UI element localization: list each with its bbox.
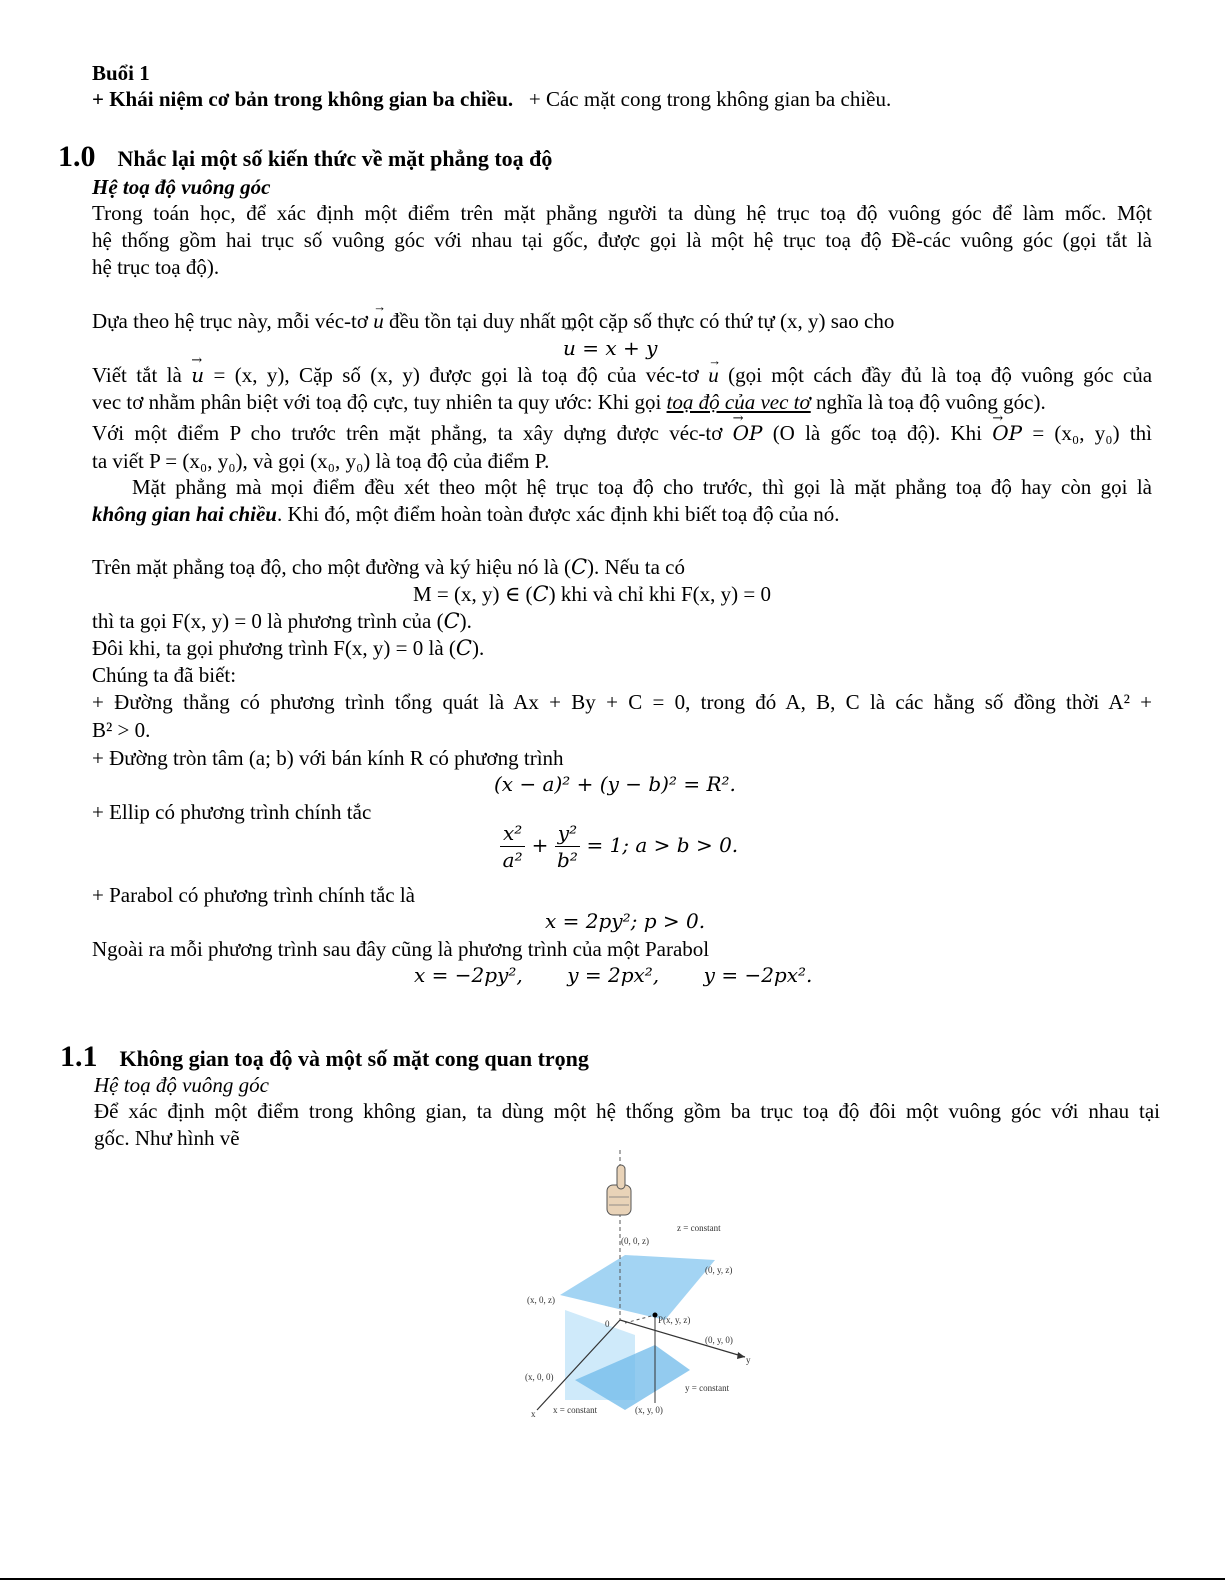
section-title: Không gian toạ độ và một số mặt cong quan trọng [119, 1046, 589, 1071]
vector-u: → u [373, 308, 384, 334]
label-x-constant: x = constant [553, 1405, 598, 1415]
paragraph-line: hệ trục toạ độ). [92, 255, 220, 279]
vector-u: → u [191, 362, 204, 388]
paragraph-line: thì ta gọi F(x, y) = 0 là phương trình của (𝐶). [92, 609, 472, 633]
text-run: = (x, y), Cặp số (x, y) được gọi là toạ độ của véc-tơ [213, 363, 699, 387]
parabola-equation: x = 2py²; p > 0. [545, 909, 706, 933]
vector-u: → u [563, 336, 576, 360]
parabola-list: x = −2py², y = 2px², y = −2px². [414, 963, 813, 987]
paragraph-line: + Đường thẳng có phương trình tổng quát là Ax + By + C = 0, trong đó A, B, C là các hằng số đồng thời A² + [92, 690, 1152, 714]
paragraph-line [92, 362, 1152, 388]
paragraph-line: Mặt phẳng mà mọi điểm đều xét theo một hệ trục toạ độ cho trước, thì gọi là mặt phẳng toạ độ hay còn gọi là [132, 475, 1152, 499]
text-run: Viết tắt là [92, 363, 182, 387]
equation-text: = x + y [582, 336, 658, 360]
section-1-1-heading [60, 1040, 589, 1074]
point-p [653, 1313, 658, 1318]
section-1-0-heading [58, 140, 552, 174]
paragraph-line: Chúng ta đã biết: [92, 663, 237, 687]
vector-op: → OP [992, 420, 1022, 446]
text-run: (gọi một cách đầy đủ là toạ độ vuông góc của [728, 363, 1153, 387]
paragraph-line: Trong toán học, để xác định một điểm trên mặt phẳng người ta dùng hệ trục toạ độ vuông góc để làm mốc. Một [92, 201, 1152, 225]
text-run: nghĩa là toạ độ vuông góc). [815, 390, 1046, 414]
coordinate-system-figure [515, 1145, 765, 1420]
right-hand-icon [607, 1165, 631, 1215]
paragraph-line: + Parabol có phương trình chính tắc là [92, 883, 415, 907]
label-0y0: (0, y, 0) [705, 1335, 733, 1345]
paragraph-line [92, 501, 840, 527]
fraction [555, 820, 580, 873]
label-x00: (x, 0, 0) [525, 1372, 554, 1382]
label-x0z: (x, 0, z) [527, 1295, 555, 1305]
p-dashed-line [625, 1315, 655, 1323]
page-bottom-rule [0, 1578, 1225, 1580]
label-xy0: (x, y, 0) [635, 1405, 663, 1415]
label-z-constant: z = constant [677, 1223, 721, 1233]
paragraph-line: Để xác định một điểm trong không gian, ta dùng một hệ thống gồm ba trục toạ độ đôi một vuông góc với nhau tại [94, 1099, 1160, 1123]
session-label: Buổi 1 [92, 61, 150, 85]
z-constant-plane [560, 1255, 715, 1320]
fraction [500, 820, 525, 873]
paragraph-line: Ngoài ra mỗi phương trình sau đây cũng là phương trình của một Parabol [92, 937, 710, 961]
topic-normal: + Các mặt cong trong không gian ba chiều. [528, 87, 892, 111]
equation-line: M = (x, y) ∈ (𝐶) khi và chỉ khi F(x, y) = 0 [413, 582, 772, 606]
text-run: (O là gốc toạ độ). Khi [772, 421, 982, 445]
equation-text: = 1; a > b > 0. [586, 833, 739, 857]
paragraph-line: hệ thống gồm hai trục số vuông góc với nhau tại gốc, được gọi là một hệ trục toạ độ Đề-các vuông góc (gọi tắt là [92, 228, 1152, 252]
subheading: Hệ toạ độ vuông góc [92, 175, 271, 199]
label-origin: 0 [605, 1319, 610, 1329]
label-x-axis: x [531, 1409, 536, 1419]
paragraph-line: ta viết P = (x₀, y₀), và gọi (x₀, y₀) là toạ độ của điểm P. [92, 449, 550, 473]
text-run: = (x₀, y₀) thì [1032, 421, 1152, 445]
ellipse-equation: $\frac{\text{x²}}{\text{a²}}$ + $\frac{\text{y²}}{\text{b²}}$ = 1; a > b > 0. [500, 820, 738, 873]
paragraph-line: Trên mặt phẳng toạ độ, cho một đường và ký hiệu nó là (𝐶). Nếu ta có [92, 555, 685, 579]
text-run: Với một điểm P cho trước trên mặt phẳng, ta xây dựng được véc-tơ [92, 421, 723, 445]
section-title: Nhắc lại một số kiến thức về mặt phẳng toạ độ [117, 146, 553, 171]
label-y-constant: y = constant [685, 1383, 730, 1393]
paragraph-line [92, 420, 1152, 446]
topic-line [92, 86, 891, 112]
label-0yz: (0, y, z) [705, 1265, 733, 1275]
label-y-axis: y [746, 1355, 751, 1365]
topic-bold: + Khái niệm cơ bản trong không gian ba chiều. [92, 87, 514, 111]
circle-equation: (x − a)² + (y − b)² = R². [494, 772, 736, 796]
numerator: x² [500, 820, 525, 847]
paragraph-line: + Ellip có phương trình chính tắc [92, 800, 372, 824]
label-p: P(x, y, z) [658, 1315, 691, 1325]
text-run: vec tơ nhằm phân biệt với toạ độ cực, tuy nhiên ta quy ước: Khi gọi [92, 390, 662, 414]
vector-u: → u [708, 362, 719, 388]
paragraph-line: + Đường tròn tâm (a; b) với bán kính R có phương trình [92, 746, 564, 770]
paragraph-line: Đôi khi, ta gọi phương trình F(x, y) = 0 là (𝐶). [92, 636, 485, 660]
text-run: toạ độ của vec tơ [666, 390, 811, 414]
paragraph-line [92, 389, 1046, 415]
denominator: b² [557, 848, 578, 872]
text-run: không gian hai chiều [92, 502, 277, 526]
paragraph-line: B² > 0. [92, 718, 151, 742]
paragraph-line [92, 308, 894, 334]
text-run: Dựa theo hệ trục này, mỗi véc-tơ [92, 309, 368, 333]
numerator: y² [555, 820, 580, 847]
y-arrow-icon [737, 1352, 745, 1359]
subheading: Hệ toạ độ vuông góc [94, 1073, 269, 1097]
paragraph-line: gốc. Như hình vẽ [94, 1126, 240, 1150]
text-run: đều tồn tại duy nhất một cặp số thực có thứ tự (x, y) sao cho [388, 309, 895, 333]
vector-equation [563, 336, 657, 360]
section-number: 1.0 [58, 140, 96, 173]
text-run: . Khi đó, một điểm hoàn toàn được xác định khi biết toạ độ của nó. [276, 502, 840, 526]
vector-op: → OP [733, 420, 763, 446]
label-00z: (0, 0, z) [621, 1236, 649, 1246]
section-number: 1.1 [60, 1040, 98, 1073]
denominator: a² [502, 848, 523, 872]
